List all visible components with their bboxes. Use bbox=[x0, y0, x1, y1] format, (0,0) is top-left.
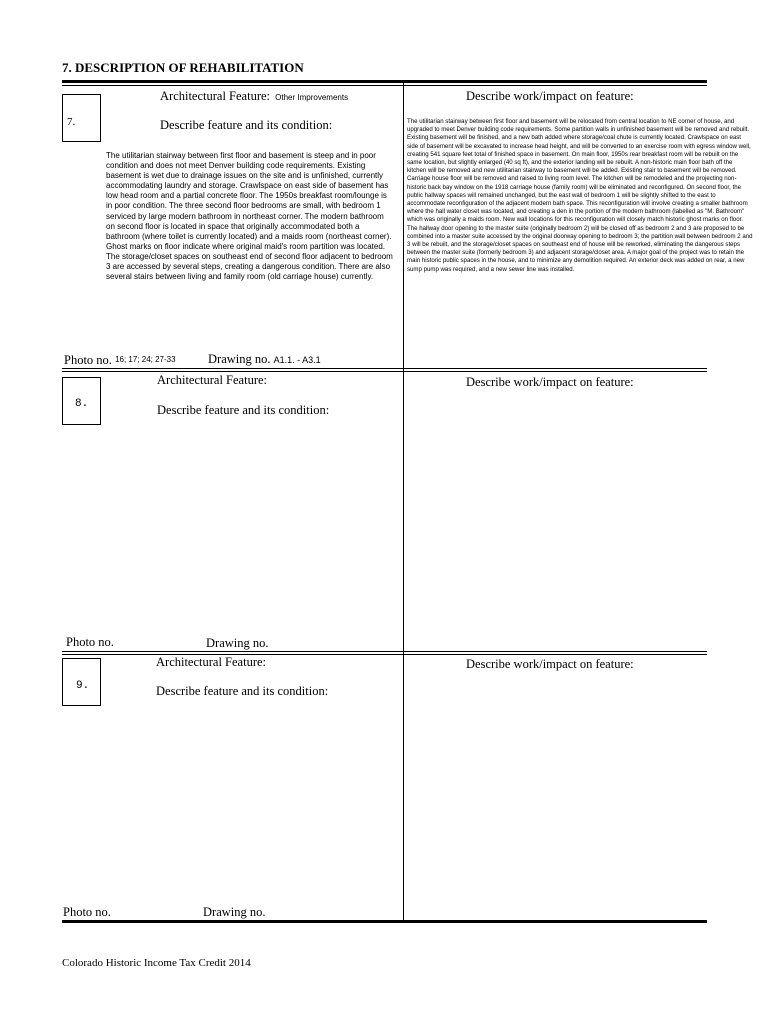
entry-8-top-rule-2 bbox=[62, 371, 707, 372]
entry-7-photo-label: Photo no. 16; 17; 24; 27-33 bbox=[64, 353, 176, 367]
entry-8-drawing-label: Drawing no. bbox=[206, 636, 269, 650]
entry-9-photo-label: Photo no. bbox=[63, 905, 111, 919]
entry-8-column-divider bbox=[403, 368, 404, 651]
entry-9-top-rule bbox=[62, 651, 707, 652]
entry-7-work-text[interactable]: The utilitarian stairway between first floor and basement will be relocated from central location to NE corner of house, and upgraded to meet Denver building code requirements. Some partition walls in unfinished basement will be removed and rebuilt. Existing basement will be finished, and a new bath added where storage/coal chute is currently located. Crawlspace on east side of basement will be excavated to increase head height, and will be converted to an exercise room with egress window well, creating 541 square feet total of finished space in basement. On main floor, 1950s rear breakfast room will be rebuilt on the same location, but slightly enlarged (40 sq ft), and the exterior landing will be rebuilt. A non-historic main floor bath off the kitchen will be removed and new utilitarian stairway to basement will be added. Existing stair to basement will be removed. Carriage house floor will be removed and raised to living room level. The kitchen will be remodeled and the projecting non-historic back bay window on the 1918 carriage house (family room) will be eliminated and reconfigured. On second floor, the public hallway spaces will remained unchanged, but the east wall of bedroom 1 will be slightly shifted to the east to accommodate reconfiguration of the adjacent modern bath space. This reconfiguration will involve creating a smaller bathroom where the hall water closet was located, and creating a den in the portion of the modern bathroom (labelled as "M. Bathroom" which was originally a maids room. New wall locations for this reconfiguration will closely match historic ghost marks on floor. The hallway door opening to the master suite (originally bedroom 2) will be closed off as bedroom 2 and 3 are proposed to be combined into a master suite accessed by the original doorway opening to bedroom 3; the partition wall between bedroom 2 and 3 will be rebuilt, and the storage/closet spaces on southeast end of house will be reworked, eliminating the dangerous steps between the master suite (formerly bedroom 3) and adjacent storage/closet area. A major goal of the project was to retain the main historic public spaces in the house, and to minimize any demolition required. An exterior deck was added on rear, a new sump pump was required, and a new sewer line was installed. bbox=[407, 118, 753, 273]
entry-8-number: 8. bbox=[75, 398, 89, 410]
entry-9-condition-label: Describe feature and its condition: bbox=[156, 684, 329, 698]
entry-9-number: 9. bbox=[76, 680, 90, 692]
entry-7-drawing-value[interactable]: A1.1. - A3.1 bbox=[273, 355, 321, 365]
section-heading: 7. DESCRIPTION OF REHABILITATION bbox=[62, 60, 304, 75]
entry-8-condition-label: Describe feature and its condition: bbox=[157, 403, 330, 417]
entry-9-number-box bbox=[62, 658, 101, 706]
entry-7-drawing-label: Drawing no. A1.1. - A3.1 bbox=[208, 352, 321, 366]
entry-8-feature-label: Architectural Feature: bbox=[157, 373, 268, 387]
entry-9-feature-label: Architectural Feature: bbox=[156, 655, 267, 669]
entry-8-work-label: Describe work/impact on feature: bbox=[466, 375, 634, 389]
entry-7-condition-label: Describe feature and its condition: bbox=[160, 118, 333, 132]
entry-8-number-box bbox=[62, 377, 101, 425]
entry-7-number: 7. bbox=[67, 116, 76, 128]
entry-8-photo-label: Photo no. bbox=[66, 635, 114, 649]
entry-7-condition-text[interactable]: The utilitarian stairway between first floor and basement is steep and in poor condition and does not meet Denver building code requirements. Existing basement is wet due to drainage issues on the site and is unfinished, currently accommodating laundry and storage. Crawlspace on east side of basement has low head room and a partial concrete floor. The 1950s breakfast room/lounge is in poor condition. The three second floor bedrooms are small, with bedroom 1 serviced by large modern bathroom in northeast corner. The modern bathroom on second floor is located in space that originally accommodated both a bathroom (where toilet is currently located) and a maids room (northeast corner). Ghost marks on floor indicate where original maid's room partition was located. The storage/closet spaces on southeast end of second floor adjacent to bedroom 3 are accessed by several steps, creating a dangerous condition. There are also several stairs between living and family room (old carriage house) currently. bbox=[106, 151, 393, 282]
entry-7-number-box bbox=[62, 94, 101, 142]
footer-text: Colorado Historic Income Tax Credit 2014 bbox=[62, 957, 251, 969]
entry-7-top-rule bbox=[62, 80, 707, 83]
entry-7-column-divider bbox=[403, 80, 404, 368]
bottom-rule bbox=[62, 920, 707, 923]
entry-7-feature-label: Architectural Feature: Other Improvements bbox=[160, 89, 349, 103]
entry-9-column-divider bbox=[403, 651, 404, 920]
entry-8-top-rule bbox=[62, 368, 707, 369]
entry-9-drawing-label: Drawing no. bbox=[203, 905, 266, 919]
entry-7-work-label: Describe work/impact on feature: bbox=[466, 89, 634, 103]
entry-7-feature-value[interactable]: Other Improvements bbox=[275, 93, 349, 102]
entry-7-top-rule-thin bbox=[62, 85, 707, 86]
entry-9-work-label: Describe work/impact on feature: bbox=[466, 657, 634, 671]
entry-7-photo-value[interactable]: 16; 17; 24; 27-33 bbox=[115, 355, 176, 364]
